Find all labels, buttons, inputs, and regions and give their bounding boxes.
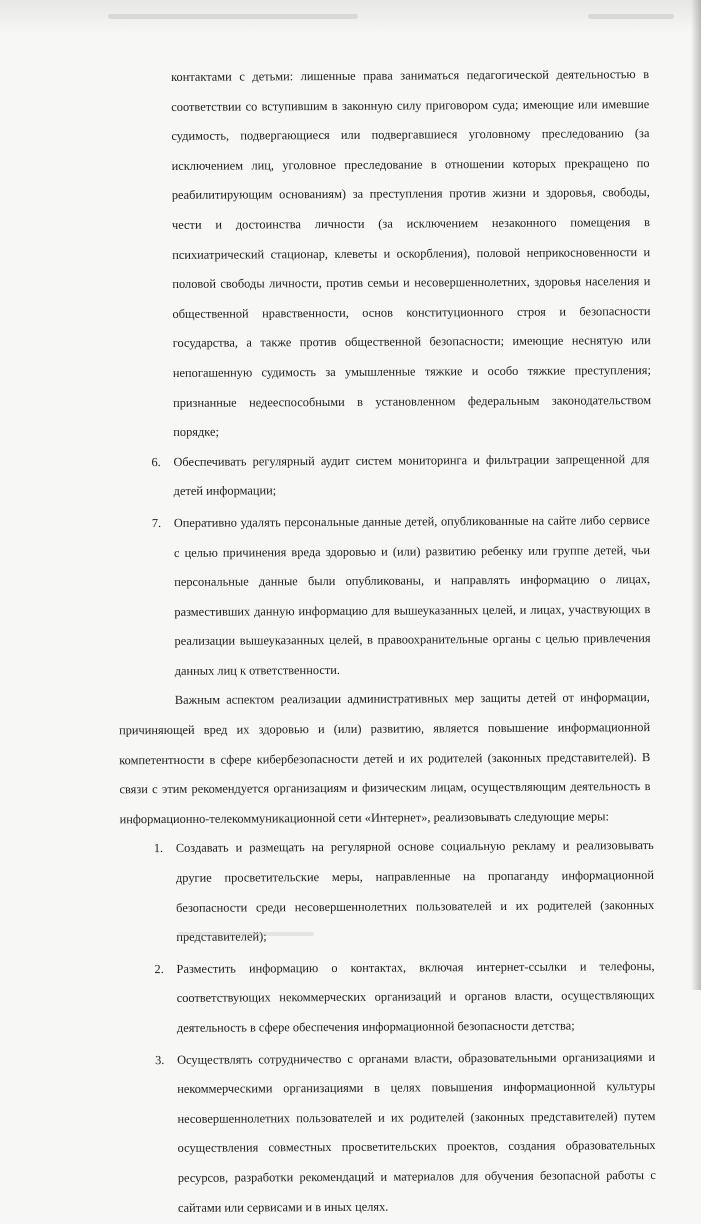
faded-header-mark (108, 14, 358, 19)
faded-page-mark (588, 14, 674, 19)
list-item-text: Оперативно удалять персональные данные детей, опубликованные на сайте либо сервисе с целью причинения вреда здоровью и (или) развитию ребенку или группе детей, чьи персональные данные были опубликованы, и направлять информацию о лицах, разместивших данную информацию для вышеуказанных целей, и лицах, участвующих в реализации вышеуказанных целей, в правоохранительные органы с целью привлечения данных лиц к ответственности. (173, 512, 651, 678)
list-item-text: Создавать и размещать на регулярной основе социальную рекламу и реализовывать другие просветительские меры, направленные на пропаганду информационной безопасности среди несовершеннолетних пользователей и их родителей (законных представителей); (175, 838, 655, 945)
document-page (0, 60, 701, 1224)
faded-footer-mark (178, 932, 314, 936)
list-item (154, 952, 655, 1044)
list-item-number: 1. (153, 841, 164, 856)
list-item-text: Разместить информацию о контактах, включая интернет-ссылки и телефоны, соответствующих некоммерческих организаций и органов власти, осуществляющих деятельность в сфере обеспечения информационной безопасности детства; (176, 958, 655, 1035)
list-item-number: 6. (151, 454, 161, 469)
list-item (151, 506, 651, 686)
list-item-text: Обеспечивать регулярный аудит систем мониторинга и фильтрации запрещенной для детей информации; (173, 451, 650, 499)
list-item-number: 7. (151, 515, 162, 530)
intro-paragraph: контактами с детьми: лишенные права заниматься педагогической деятельностью в соответствии со вступившим в законную силу приговором суда; имеющие или имевшие судимость, подвергающиеся или подвергавшиеся уголовному преследованию (за исключением лиц, уголовное преследование в отношении которых прекращено по реабилитирующим основаниям) за преступления против жизни и здоровья, свободы, чести и достоинства личности (за исключением незаконного помещения в психиатрический стационар, клеветы и оскорбления), половой неприкосновенности и половой свободы личности, против семьи и несовершеннолетних, здоровья населения и общественной нравственности, основ конституционного строя и безопасности государства, а также против общественной безопасности; имеющие неснятую или непогашенную судимость за умышленные тяжкие и особо тяжкие преступления; признанные недееспособными в установленном федеральным законодательством порядке; (171, 67, 652, 440)
list-item-number: 2. (154, 961, 164, 976)
list-item-text: Осуществлять сотрудничество с органами власти, образовательными организациями и некоммерческими организациями в целях повышения информационной культуры несовершеннолетних пользователей и их родителей (законных представителей) путем осуществления совместных просветительских проектов, создания образовательных ресурсов, разработки рекомендаций и материалов для обучения безопасной работы с сайтами или сервисами и в иных целях. (177, 1049, 656, 1215)
list-item (151, 445, 650, 507)
requirements-list-continued (2, 444, 701, 687)
middle-paragraph: Важным аспектом реализации административных мер защиты детей от информации, причиняющей вред их здоровью и (или) развитию, является повышение информационной компетентности в сфере кибербезопасности детей и их родителей (законных представителей). В связи с этим рекомендуется организациям и физическим лицам, осуществляющим деятельность в информационно-телекоммуникационной сети «Интернет», реализовывать следующие меры: (119, 690, 651, 827)
list-item-number: 3. (155, 1052, 165, 1067)
recommended-measures-list (5, 831, 701, 1224)
list-item (155, 1043, 656, 1223)
